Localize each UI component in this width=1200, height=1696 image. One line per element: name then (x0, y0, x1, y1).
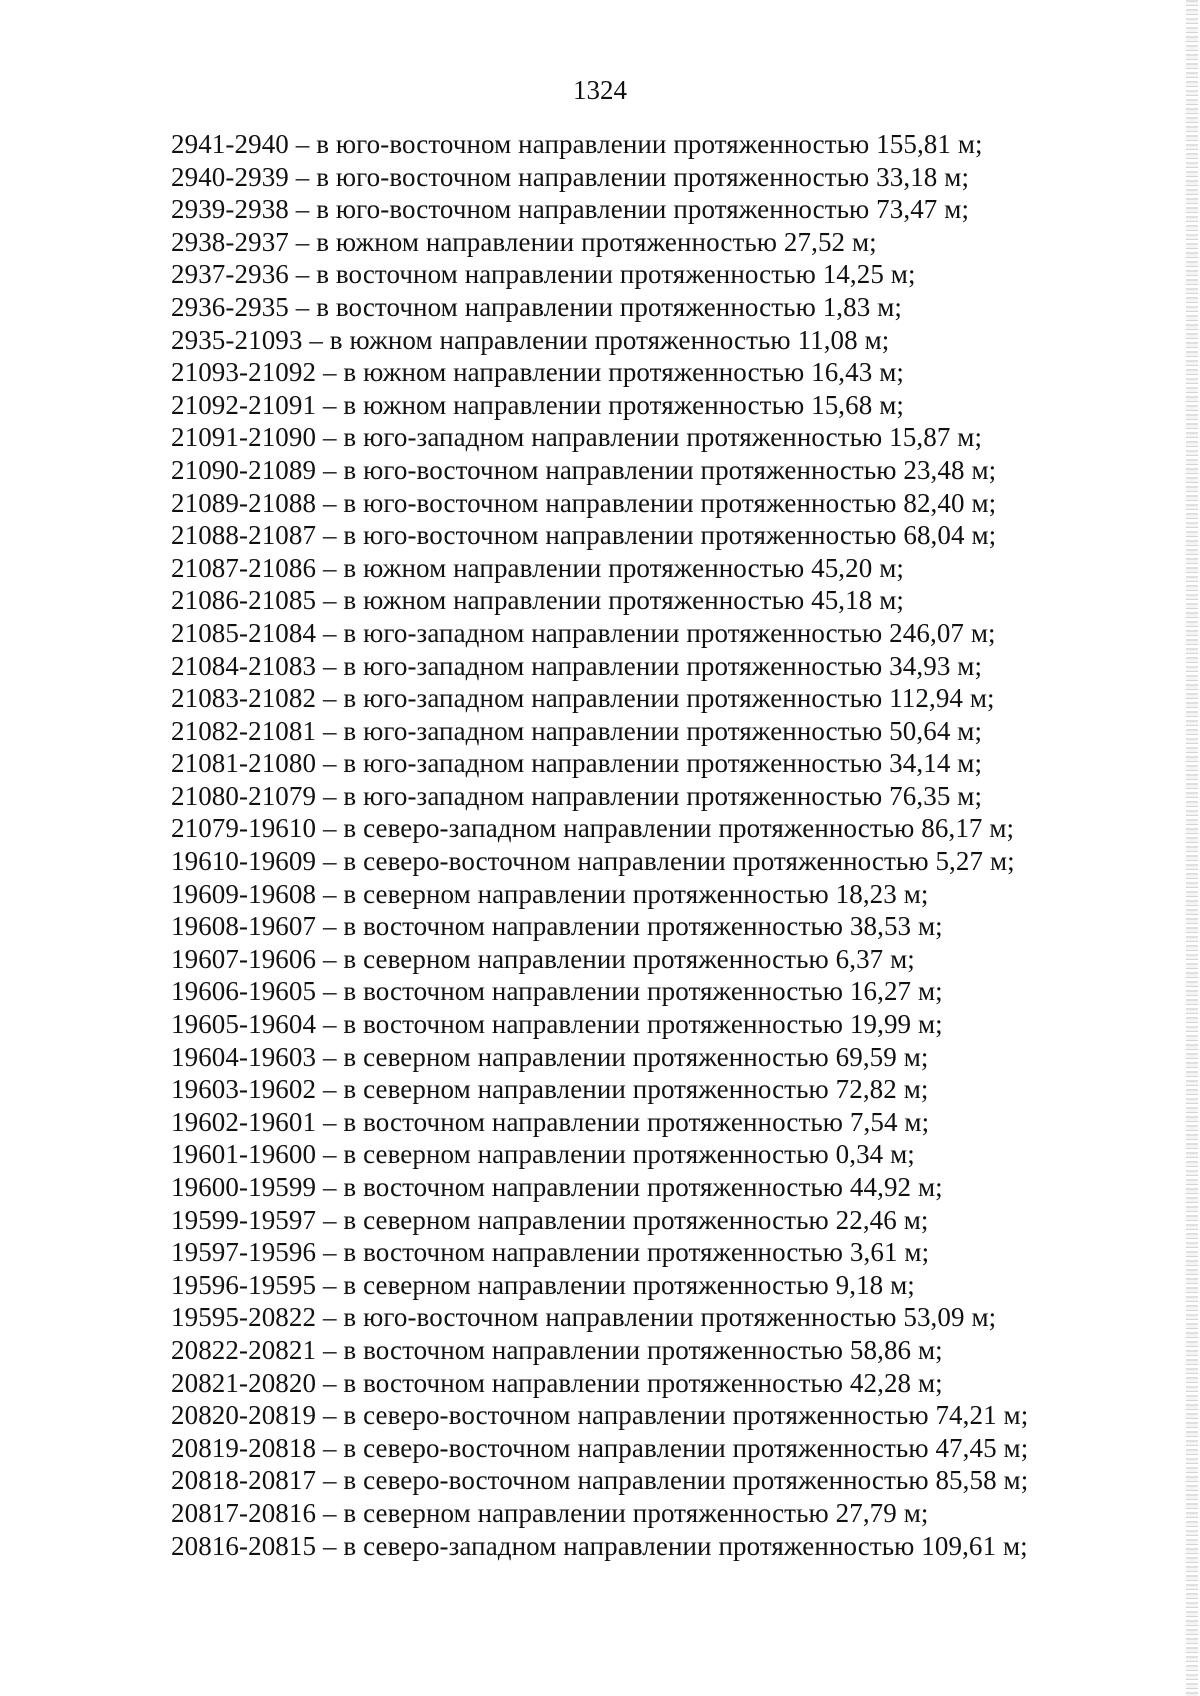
list-item: 21086-21085 – в южном направлении протяженностью 45,18 м; (171, 585, 904, 616)
list-item: 2937-2936 – в восточном направлении протяженностью 14,25 м; (171, 259, 916, 290)
list-item: 2936-2935 – в восточном направлении протяженностью 1,83 м; (171, 291, 902, 322)
list-item: 21092-21091 – в южном направлении протяженностью 15,68 м; (171, 389, 904, 420)
list-item: 20820-20819 – в северо-восточном направлении протяженностью 74,21 м; (171, 1400, 1029, 1431)
list-item: 21080-21079 – в юго-западном направлении протяженностью 76,35 м; (171, 780, 983, 811)
list-item: 20816-20815 – в северо-западном направлении протяженностью 109,61 м; (171, 1530, 1028, 1561)
list-item: 20819-20818 – в северо-восточном направлении протяженностью 47,45 м; (171, 1432, 1029, 1463)
list-item: 19595-20822 – в юго-восточном направлении протяженностью 53,09 м; (171, 1302, 997, 1333)
list-item: 19597-19596 – в восточном направлении протяженностью 3,61 м; (171, 1237, 930, 1268)
list-item: 21088-21087 – в юго-восточном направлении протяженностью 68,04 м; (171, 520, 997, 551)
list-item: 21089-21088 – в юго-восточном направлении протяженностью 82,40 м; (171, 487, 997, 518)
list-item: 21091-21090 – в юго-западном направлении протяженностью 15,87 м; (171, 422, 983, 453)
list-item: 19604-19603 – в северном направлении протяженностью 69,59 м; (171, 1041, 929, 1072)
list-item: 19600-19599 – в восточном направлении протяженностью 44,92 м; (171, 1172, 943, 1202)
list-item: 21093-21092 – в южном направлении протяженностью 16,43 м; (171, 357, 904, 388)
scan-edge-strip (1186, 0, 1198, 1696)
page-number: 1324 (573, 75, 627, 105)
list-item: 19602-19601 – в восточном направлении протяженностью 7,54 м; (171, 1106, 930, 1137)
list-item: 21085-21084 – в юго-западном направлении протяженностью 246,07 м; (171, 617, 996, 648)
list-item: 19607-19606 – в северном направлении протяженностью 6,37 м; (171, 943, 915, 974)
list-item: 2939-2938 – в юго-восточном направлении протяженностью 73,47 м; (171, 194, 970, 225)
list-item: 21082-21081 – в юго-западном направлении протяженностью 50,64 м; (171, 715, 983, 746)
list-item: 20818-20817 – в северо-восточном направлении протяженностью 85,58 м; (171, 1465, 1029, 1496)
list-item: 20822-20821 – в восточном направлении протяженностью 58,86 м; (171, 1334, 943, 1365)
list-item: 19606-19605 – в восточном направлении протяженностью 16,27 м; (171, 976, 943, 1007)
list-item: 2940-2939 – в юго-восточном направлении протяженностью 33,18 м; (171, 161, 970, 192)
list-item: 21090-21089 – в юго-восточном направлении протяженностью 23,48 м; (171, 454, 997, 485)
list-item: 2935-21093 – в южном направлении протяженностью 11,08 м; (171, 324, 890, 355)
list-item: 2941-2940 – в юго-восточном направлении протяженностью 155,81 м; (171, 129, 983, 159)
list-item: 19608-19607 – в восточном направлении протяженностью 38,53 м; (171, 911, 943, 942)
list-item: 20821-20820 – в восточном направлении протяженностью 42,28 м; (171, 1367, 943, 1398)
list-item: 19603-19602 – в северном направлении протяженностью 72,82 м; (171, 1074, 929, 1105)
list-item: 20817-20816 – в северном направлении протяженностью 27,79 м; (171, 1497, 929, 1528)
list-item: 21084-21083 – в юго-западном направлении протяженностью 34,93 м; (171, 650, 983, 681)
list-item: 19601-19600 – в северном направлении протяженностью 0,34 м; (171, 1139, 915, 1170)
list-item: 21083-21082 – в юго-западном направлении протяженностью 112,94 м; (171, 683, 995, 714)
list-item: 19599-19597 – в северном направлении протяженностью 22,46 м; (171, 1204, 929, 1235)
list-item: 19610-19609 – в северо-восточном направлении протяженностью 5,27 м; (171, 846, 1015, 877)
boundary-description-list (171, 128, 1131, 1562)
list-item: 19605-19604 – в восточном направлении протяженностью 19,99 м; (171, 1009, 943, 1040)
list-item: 2938-2937 – в южном направлении протяженностью 27,52 м; (171, 226, 877, 257)
list-item: 21079-19610 – в северо-западном направлении протяженностью 86,17 м; (171, 813, 1015, 844)
list-item: 19609-19608 – в северном направлении протяженностью 18,23 м; (171, 878, 929, 909)
list-item: 21087-21086 – в южном направлении протяженностью 45,20 м; (171, 552, 904, 583)
list-item: 19596-19595 – в северном направлении протяженностью 9,18 м; (171, 1269, 915, 1300)
list-item: 21081-21080 – в юго-западном направлении протяженностью 34,14 м; (171, 748, 983, 779)
